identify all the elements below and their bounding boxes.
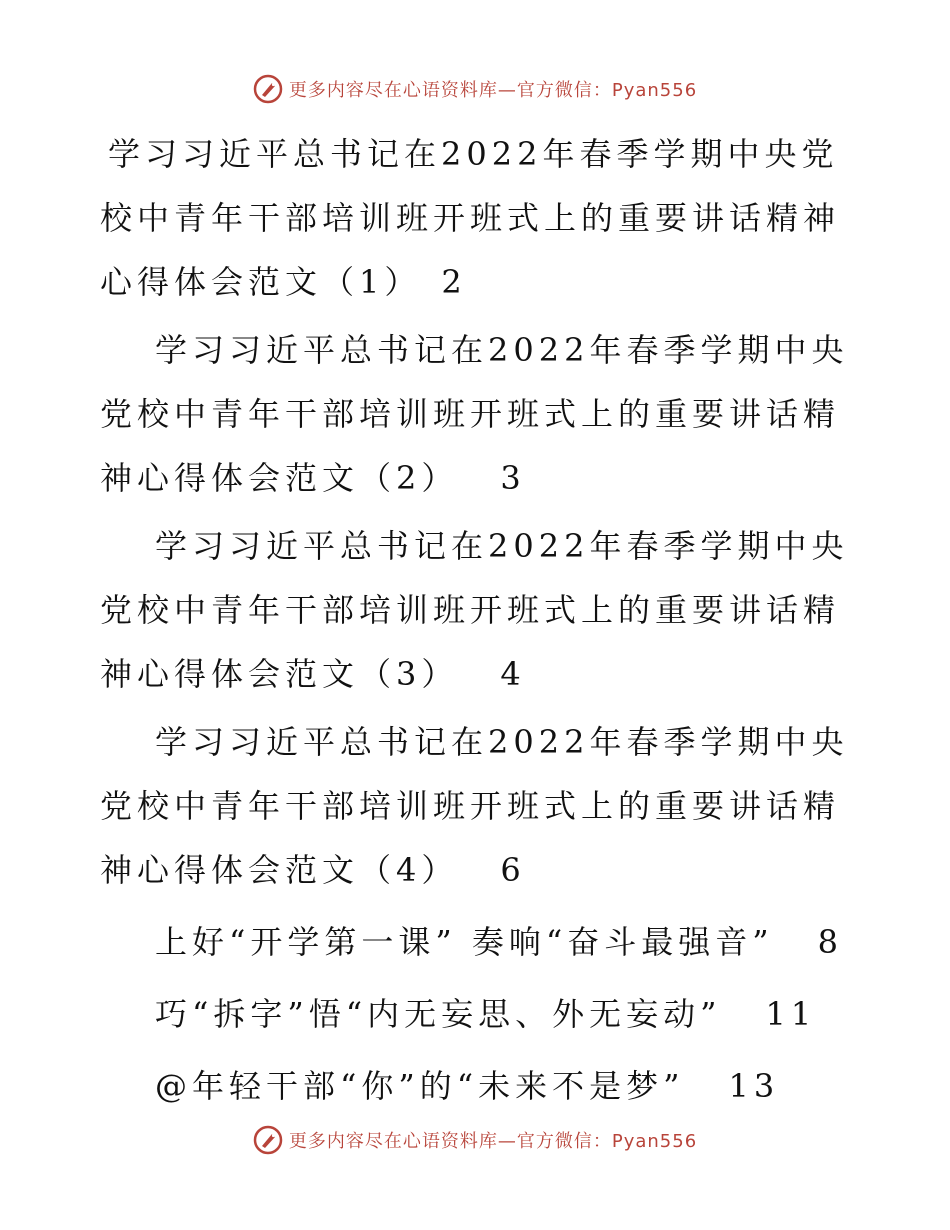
toc-entry-page-number: 4 (500, 655, 526, 693)
watermark-text: 更多内容尽在心语资料库—官方微信：Pyan556 (288, 80, 698, 101)
toc-entry-7[interactable] (100, 1050, 860, 1122)
toc-entry-title: 巧“拆字”悟“内无妄思、外无妄动” (155, 995, 722, 1033)
pen-nib-logo-icon (253, 74, 283, 104)
toc-entry-title: 上好“开学第一课” 奏响“奋斗最强音” (155, 923, 774, 961)
toc-entry-2[interactable] (100, 318, 860, 510)
toc-entry-page-number: 11 (765, 995, 817, 1033)
watermark-text: 更多内容尽在心语资料库—官方微信：Pyan556 (288, 1131, 698, 1152)
toc-entry-3[interactable] (100, 514, 860, 706)
toc-entry-page-number: 3 (500, 459, 526, 497)
table-of-contents (100, 122, 860, 1122)
toc-entry-1[interactable] (100, 122, 860, 314)
toc-entry-4[interactable] (100, 710, 860, 902)
toc-entry-5[interactable] (100, 906, 860, 978)
header-watermark (0, 72, 950, 106)
toc-entry-title: 学习习近平总书记在2022年春季学期中央党校中青年干部培训班开班式上的重要讲话精神心得体会范文（1） (100, 135, 841, 301)
toc-entry-page-number: 13 (728, 1067, 780, 1105)
pen-nib-logo-icon (253, 1125, 283, 1155)
toc-entry-6[interactable] (100, 978, 860, 1050)
toc-entry-title: 学习习近平总书记在2022年春季学期中央党校中青年干部培训班开班式上的重要讲话精神心得体会范文（3） (100, 527, 849, 693)
toc-entry-page-number: 6 (500, 851, 526, 889)
toc-entry-title: 学习习近平总书记在2022年春季学期中央党校中青年干部培训班开班式上的重要讲话精神心得体会范文（2） (100, 331, 849, 497)
toc-entry-title: @年轻干部“你”的“未来不是梦” (155, 1067, 685, 1105)
toc-entry-page-number: 2 (441, 263, 467, 301)
footer-watermark (0, 1123, 950, 1157)
toc-entry-title: 学习习近平总书记在2022年春季学期中央党校中青年干部培训班开班式上的重要讲话精神心得体会范文（4） (100, 723, 849, 889)
toc-entry-page-number: 8 (817, 923, 843, 961)
